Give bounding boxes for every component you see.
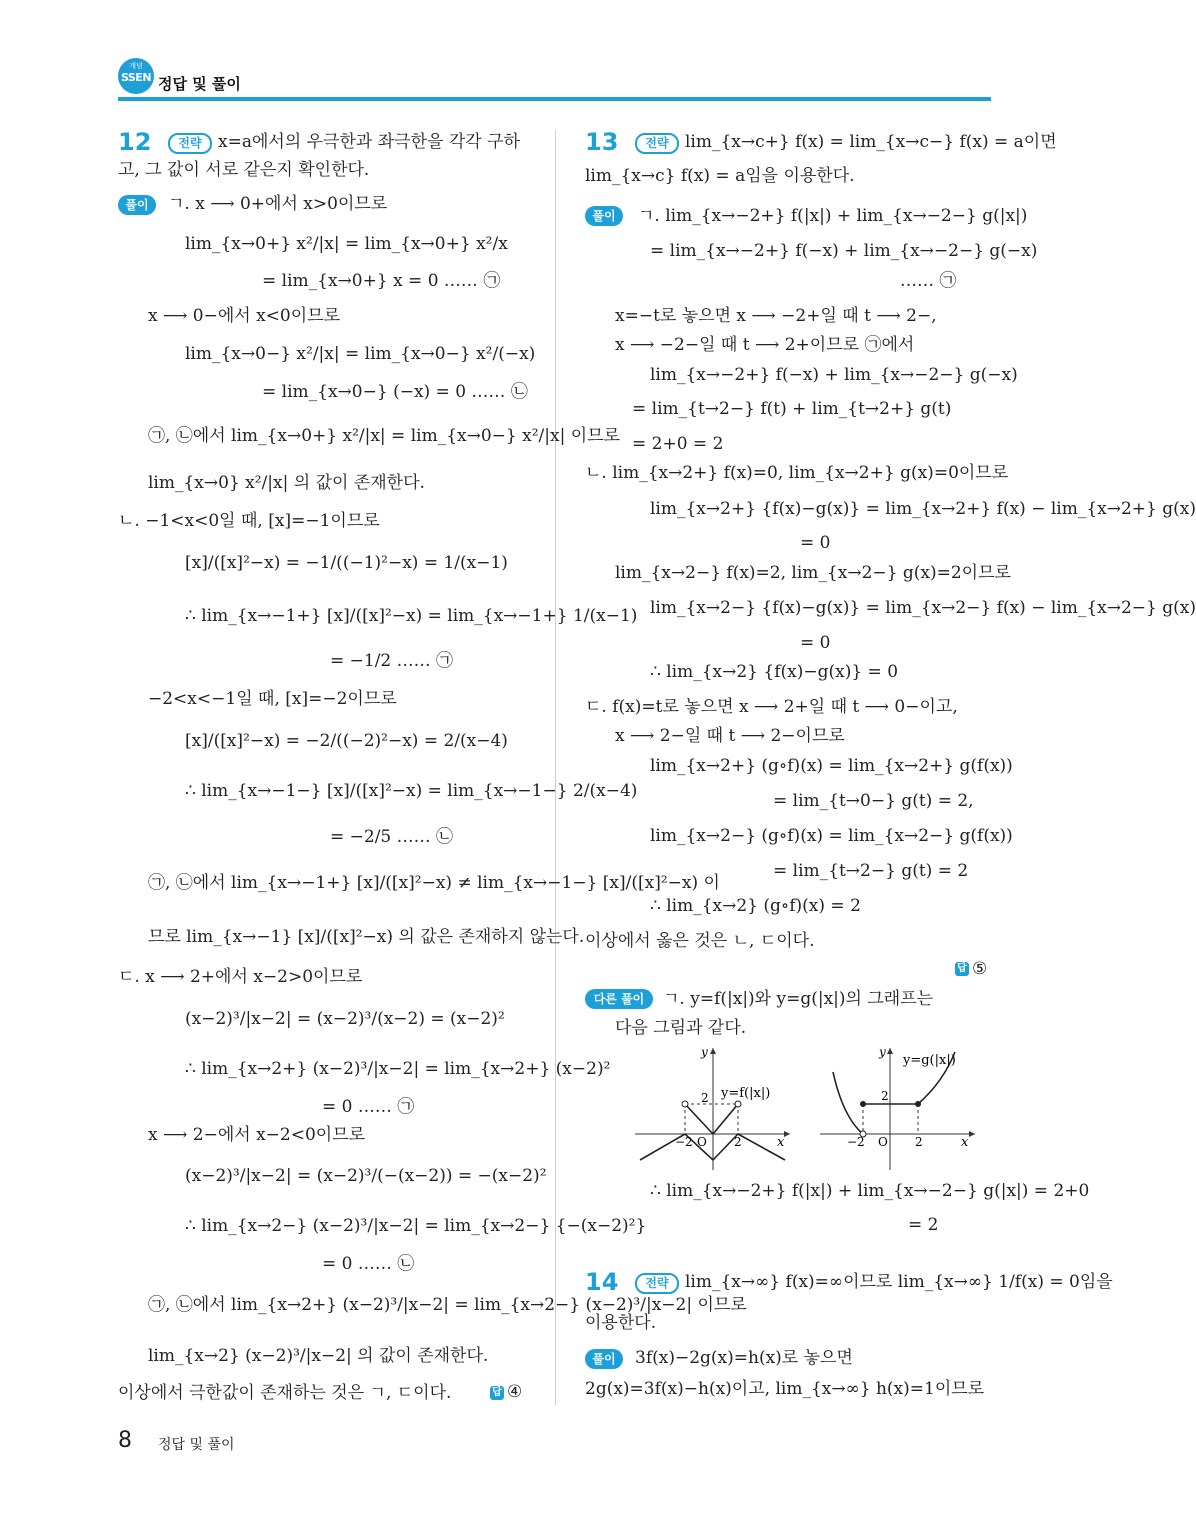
- graph-g-abs: [815, 1042, 980, 1172]
- graph-f-segment-left: [685, 1104, 713, 1134]
- right-line: x ⟶ −2−일 때 t ⟶ 2+이므로 ㉠에서: [615, 335, 915, 355]
- graph-f-tick-y2: 2: [701, 1091, 709, 1105]
- right-line: = 2+0 = 2: [632, 434, 724, 454]
- left-line: ∴ lim_{x→2−} (x−2)³/|x−2| = lim_{x→2−} {−(x−2)²}: [185, 1216, 647, 1236]
- graph-f-curve-label: y=f(|x|): [721, 1086, 771, 1101]
- right-line: = 0: [800, 633, 831, 653]
- answer-mark: 답: [490, 1386, 504, 1400]
- solution-badge: 풀이: [118, 195, 156, 215]
- graph-f-x-arrow: [784, 1131, 790, 1137]
- graph-g-y-label: y: [879, 1045, 886, 1059]
- answer-choice: ④: [507, 1382, 523, 1402]
- right-line: x=−t로 놓으면 x ⟶ −2+일 때 t ⟶ 2−,: [615, 306, 937, 326]
- graph-g-point-right: [915, 1101, 921, 1107]
- graph-f-abs: [635, 1042, 795, 1172]
- right-line: 다음 그림과 같다.: [615, 1018, 747, 1038]
- right-line: lim_{x→∞} f(x)=∞이므로 lim_{x→∞} 1/f(x) = 0임을: [685, 1272, 1113, 1292]
- graph-g-point-left: [860, 1101, 866, 1107]
- graph-f-x-label: x: [777, 1135, 785, 1150]
- right-line: lim_{x→c} f(x) = a임을 이용한다.: [585, 166, 855, 186]
- header-rule: [118, 97, 991, 101]
- left-line: ∴ lim_{x→−1+} [x]/([x]²−x) = lim_{x→−1+} 1/(x−1): [185, 606, 638, 626]
- graph-f-y-label: y: [701, 1045, 708, 1059]
- brand-logo: [118, 58, 154, 94]
- graph-f-segment-right: [713, 1104, 738, 1134]
- right-line: …… ㉠: [900, 271, 957, 291]
- page-number: 8: [118, 1428, 132, 1453]
- graph-f-tick-neg2: −2: [675, 1135, 693, 1149]
- left-line: lim_{x→0} x²/|x| 의 값이 존재한다.: [148, 473, 425, 493]
- right-line: lim_{x→−2+} f(−x) + lim_{x→−2−} g(−x): [650, 365, 1018, 385]
- left-line: = −2/5 …… ㉡: [330, 827, 454, 847]
- graph-g-x-label: x: [961, 1135, 969, 1150]
- solution-badge: 풀이: [585, 1349, 623, 1369]
- left-line: (x−2)³/|x−2| = (x−2)³/(x−2) = (x−2)²: [185, 1009, 505, 1029]
- right-line: = 2: [908, 1215, 939, 1235]
- footer-label: 정답 및 풀이: [158, 1437, 235, 1453]
- graph-g-curve-left: [833, 1072, 863, 1134]
- right-line: ㄴ. lim_{x→2+} f(x)=0, lim_{x→2+} g(x)=0이므로: [585, 463, 1009, 483]
- left-line: [x]/([x]²−x) = −1/((−1)²−x) = 1/(x−1): [185, 553, 508, 573]
- graph-f-tick-x2: 2: [734, 1135, 742, 1149]
- right-line: ∴ lim_{x→2} (g∘f)(x) = 2: [650, 896, 861, 916]
- right-line: ㄱ. lim_{x→−2+} f(|x|) + lim_{x→−2−} g(|x|): [638, 206, 1028, 226]
- left-line: = 0 …… ㉠: [322, 1097, 415, 1117]
- right-line: 2g(x)=3f(x)−h(x)이고, lim_{x→∞} h(x)=1이므로: [585, 1379, 985, 1399]
- left-line: lim_{x→0+} x²/|x| = lim_{x→0+} x²/x: [185, 234, 508, 254]
- graph-g-tick-x2: 2: [915, 1135, 923, 1149]
- left-line: ㄴ. −1<x<0일 때, [x]=−1이므로: [118, 511, 380, 531]
- left-line: ∴ lim_{x→2+} (x−2)³/|x−2| = lim_{x→2+} (x−2)²: [185, 1059, 611, 1079]
- right-line: = lim_{t→0−} g(t) = 2,: [773, 791, 974, 811]
- left-line: ㄷ. x ⟶ 2+에서 x−2>0이므로: [118, 967, 363, 987]
- graph-g-tick-neg2: −2: [847, 1135, 865, 1149]
- right-line: lim_{x→2−} (g∘f)(x) = lim_{x→2−} g(f(x)): [650, 826, 1013, 846]
- right-line: ㄱ. y=f(|x|)와 y=g(|x|)의 그래프는: [663, 989, 934, 1009]
- graph-g-origin: O: [878, 1135, 888, 1149]
- left-line: x ⟶ 2−에서 x−2<0이므로: [148, 1125, 366, 1145]
- graph-g-curve-label: y=g(|x|): [903, 1053, 956, 1068]
- right-line: 이용한다.: [585, 1313, 657, 1333]
- solution-badge: 풀이: [585, 206, 623, 226]
- right-line: = 0: [800, 533, 831, 553]
- problem-number-14: 14: [585, 1268, 619, 1296]
- strategy-badge: 전략: [635, 133, 679, 154]
- left-line: 므로 lim_{x→−1} [x]/([x]²−x) 의 값은 존재하지 않는다.: [148, 927, 585, 947]
- answer-mark: 답: [955, 962, 969, 976]
- graph-f-y-arrow: [710, 1048, 716, 1054]
- left-line: ∴ lim_{x→−1−} [x]/([x]²−x) = lim_{x→−1−} 2/(x−4): [185, 781, 638, 801]
- right-line: 3f(x)−2g(x)=h(x)로 놓으면: [635, 1348, 853, 1368]
- right-line: lim_{x→2−} {f(x)−g(x)} = lim_{x→2−} f(x) − lim_{x→2−} g(x): [650, 598, 1196, 618]
- problem-number-12: 12: [118, 128, 152, 156]
- left-line: = lim_{x→0−} (−x) = 0 …… ㉡: [262, 382, 528, 402]
- right-line: x ⟶ 2−일 때 t ⟶ 2−이므로: [615, 726, 845, 746]
- right-line: = lim_{t→2−} f(t) + lim_{t→2+} g(t): [632, 399, 952, 419]
- answer-choice: ⑤: [972, 959, 988, 979]
- problem-number-13: 13: [585, 128, 619, 156]
- right-line: ㄷ. f(x)=t로 놓으면 x ⟶ 2+일 때 t ⟶ 0−이고,: [585, 697, 958, 717]
- left-line: ㉠, ㉡에서 lim_{x→−1+} [x]/([x]²−x) ≠ lim_{x→−1−} [x]/([x]²−x) 이: [148, 873, 720, 893]
- left-line: x=a에서의 우극한과 좌극한을 각각 구하: [218, 132, 520, 152]
- alt-solution-badge: 다른 풀이: [585, 989, 653, 1009]
- graph-g-y-arrow: [887, 1048, 893, 1054]
- logo-big-text: SSEN: [120, 71, 152, 84]
- logo-small-text: 개념: [129, 62, 143, 70]
- header-title: 정답 및 풀이: [158, 75, 241, 93]
- graph-g-x-arrow: [969, 1131, 975, 1137]
- left-line: = 0 …… ㉡: [322, 1254, 415, 1274]
- right-line: lim_{x→c+} f(x) = lim_{x→c−} f(x) = a이면: [685, 132, 1057, 152]
- left-line: lim_{x→2} (x−2)³/|x−2| 의 값이 존재한다.: [148, 1346, 489, 1366]
- strategy-badge: 전략: [635, 1273, 679, 1294]
- left-line: ㄱ. x ⟶ 0+에서 x>0이므로: [168, 194, 388, 214]
- left-line: −2<x<−1일 때, [x]=−2이므로: [148, 689, 397, 709]
- column-divider: [555, 130, 556, 1405]
- right-line: lim_{x→2+} (g∘f)(x) = lim_{x→2+} g(f(x)): [650, 756, 1013, 776]
- left-line: 고, 그 값이 서로 같은지 확인한다.: [118, 160, 370, 180]
- graph-g-tick-y2: 2: [881, 1089, 889, 1103]
- graph-f-open-point-left: [682, 1101, 688, 1107]
- left-line: ㉠, ㉡에서 lim_{x→2+} (x−2)³/|x−2| = lim_{x→2−} (x−2)³/|x−2| 이므로: [148, 1295, 747, 1315]
- left-line: lim_{x→0−} x²/|x| = lim_{x→0−} x²/(−x): [185, 344, 536, 364]
- left-line: (x−2)³/|x−2| = (x−2)³/(−(x−2)) = −(x−2)²: [185, 1166, 547, 1186]
- right-line: lim_{x→2−} f(x)=2, lim_{x→2−} g(x)=2이므로: [615, 563, 1011, 583]
- right-line: 이상에서 옳은 것은 ㄴ, ㄷ이다.: [585, 931, 815, 951]
- right-line: = lim_{x→−2+} f(−x) + lim_{x→−2−} g(−x): [650, 241, 1038, 261]
- strategy-badge: 전략: [168, 133, 212, 154]
- left-line: x ⟶ 0−에서 x<0이므로: [148, 306, 340, 326]
- graph-f-origin: O: [697, 1135, 707, 1149]
- graph-f-curve-right-lower: [713, 1134, 785, 1160]
- right-line: ∴ lim_{x→−2+} f(|x|) + lim_{x→−2−} g(|x|) = 2+0: [650, 1181, 1090, 1201]
- left-line: = −1/2 …… ㉠: [330, 651, 454, 671]
- right-line: ∴ lim_{x→2} {f(x)−g(x)} = 0: [650, 662, 899, 682]
- left-line: [x]/([x]²−x) = −2/((−2)²−x) = 2/(x−4): [185, 731, 508, 751]
- left-line: 이상에서 극한값이 존재하는 것은 ㄱ, ㄷ이다.: [118, 1383, 452, 1403]
- graph-f-open-point-right: [735, 1101, 741, 1107]
- right-line: lim_{x→2+} {f(x)−g(x)} = lim_{x→2+} f(x) − lim_{x→2+} g(x): [650, 499, 1196, 519]
- left-line: ㉠, ㉡에서 lim_{x→0+} x²/|x| = lim_{x→0−} x²/|x| 이므로: [148, 426, 620, 446]
- left-line: = lim_{x→0+} x = 0 …… ㉠: [262, 271, 501, 291]
- right-line: = lim_{t→2−} g(t) = 2: [773, 861, 969, 881]
